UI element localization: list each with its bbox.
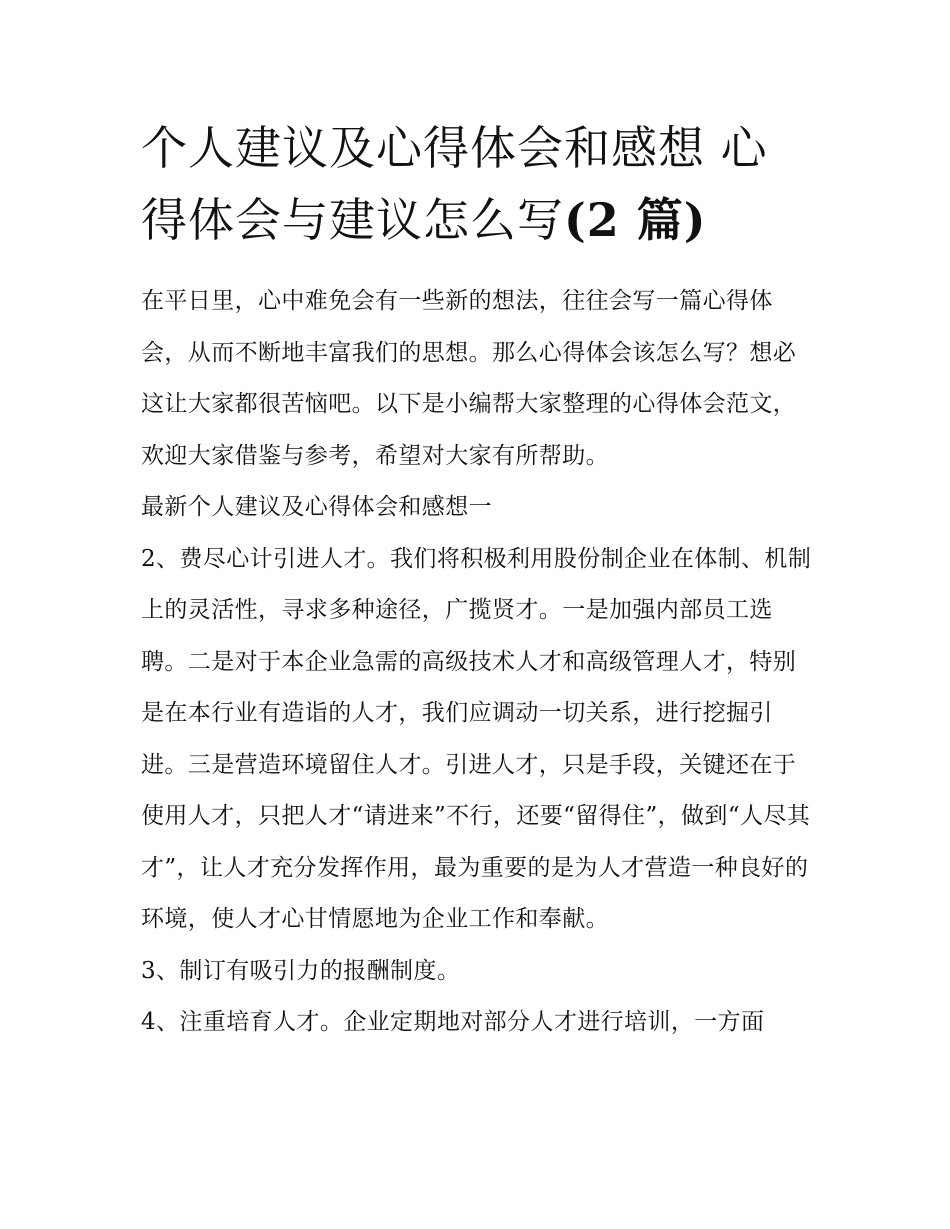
- intro-paragraph: 在平日里，心中难免会有一些新的想法，往往会写一篇心得体会，从而不断地丰富我们的思想。那么心得体会该怎么写？想必这让大家都很苦恼吧。以下是小编帮大家整理的心得体会范文，欢迎大家借鉴与参考，希望对大家有所帮助。: [141, 288, 797, 469]
- paragraph-item-4: 4、注重培育人才。企业定期地对部分人才进行培训，一方面: [141, 1009, 765, 1035]
- paragraph-item-3: 3、制订有吸引力的报酬制度。: [141, 957, 461, 984]
- section-heading: 最新个人建议及心得体会和感想一: [141, 494, 492, 520]
- document-title-suffix: (2 篇): [564, 193, 707, 247]
- paragraph-item-2: 2、费尽心计引进人才。我们将积极利用股份制企业在体制、机制上的灵活性，寻求多种途径，广揽贤才。一是加强内部员工选聘。二是对于本企业急需的高级技术人才和高级管理人才，特别是在本行业有造诣的人才，我们应调动一切关系，进行挖掘引进。三是营造环境留住人才。引进人才，只是手段，关键还在于使用人才，只把人才“请进来”不行，还要“留得住”，做到“人尽其才”，让人才充分发挥作用，最为重要的是为人才营造一种良好的环境，使人才心甘情愿地为企业工作和奉献。: [141, 545, 812, 932]
- document-title: [141, 112, 813, 256]
- document-title-main: 个人建议及心得体会和感想 心得体会与建议怎么写: [141, 121, 768, 247]
- document-body: [141, 112, 813, 1049]
